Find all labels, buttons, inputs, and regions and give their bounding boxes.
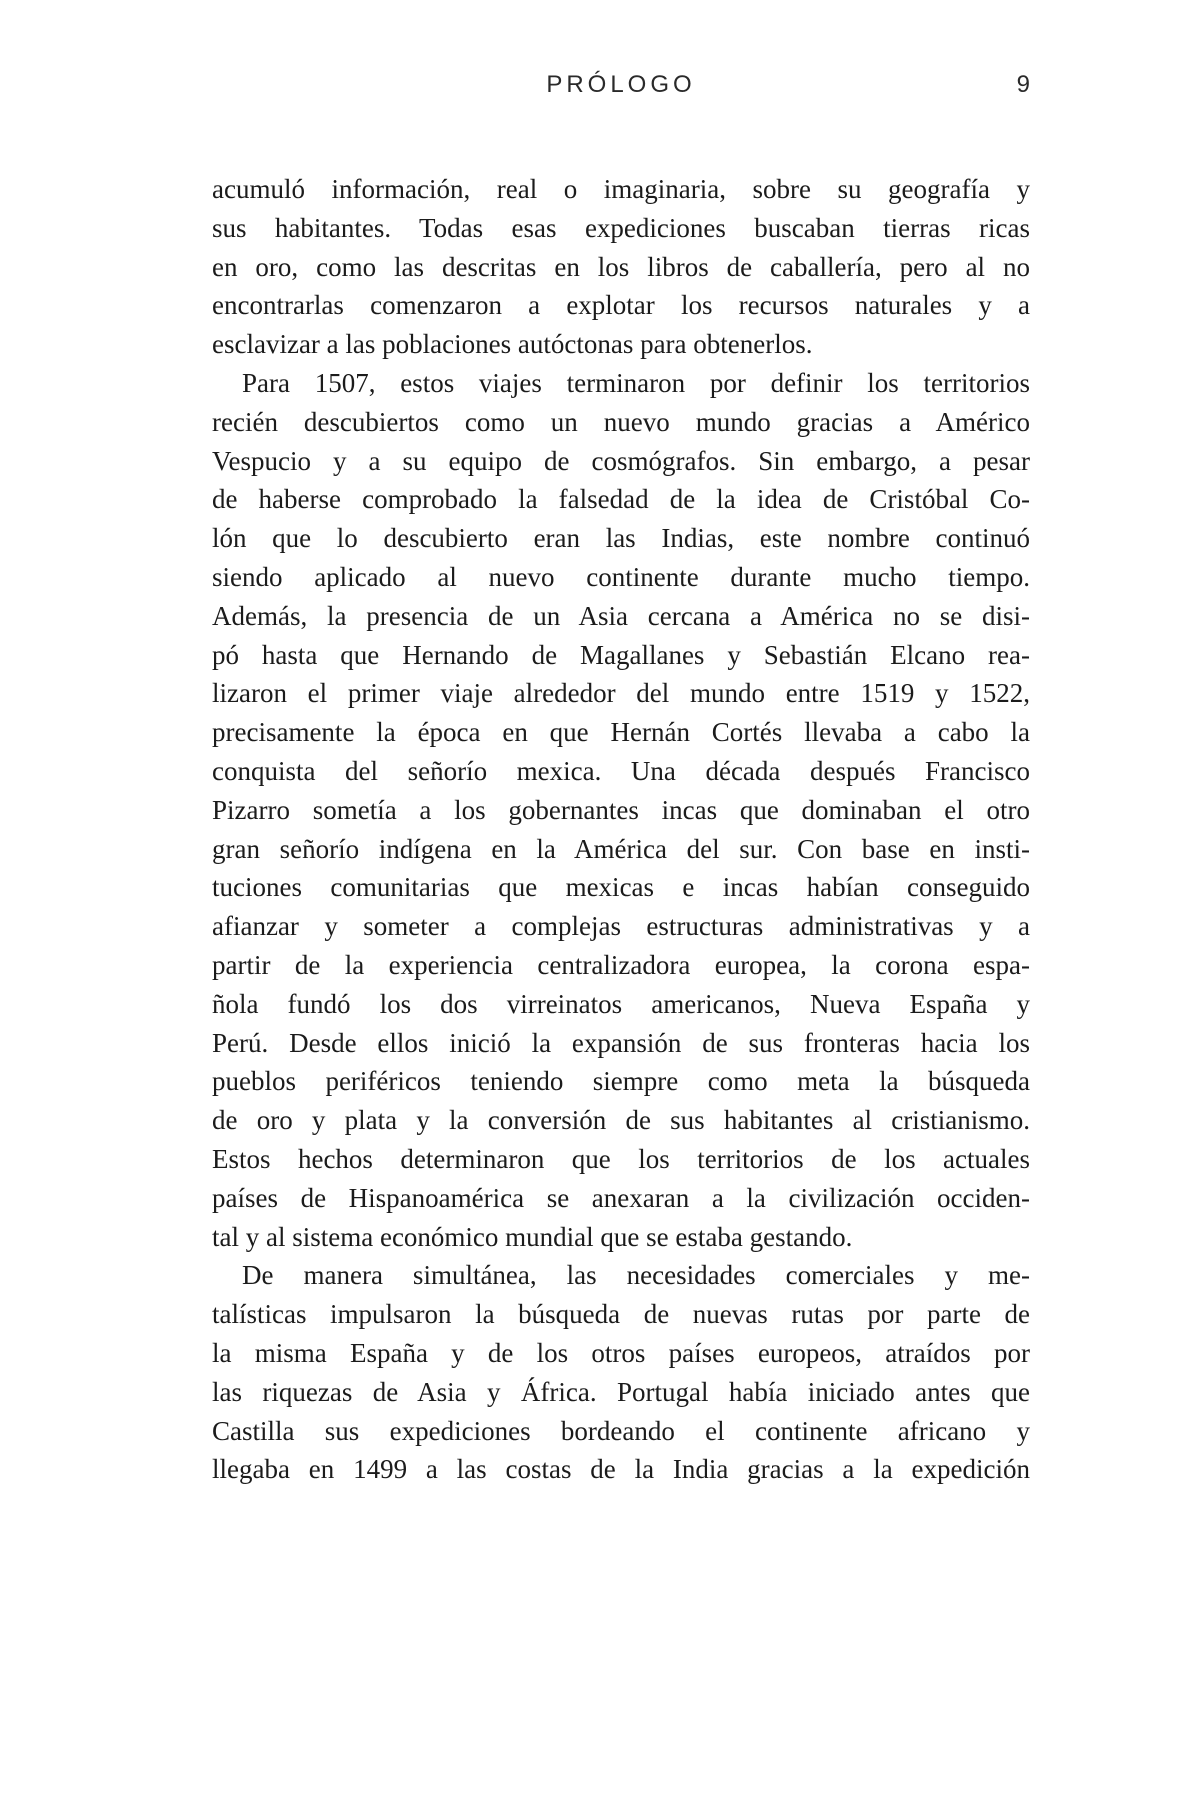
text-line: encontrarlas comenzaron a explotar los recursos naturales y a <box>212 290 1030 321</box>
text-line: recién descubiertos como un nuevo mundo gracias a Américo <box>212 406 1030 437</box>
text-line: Perú. Desde ellos inició la expansión de sus fronteras hacia los <box>212 1027 1030 1058</box>
body-text-block <box>212 170 1030 1489</box>
text-line: lizaron el primer viaje alrededor del mundo entre 1519 y 1522, <box>212 678 1030 709</box>
text-line: de haberse comprobado la falsedad de la idea de Cristóbal Co- <box>212 484 1030 515</box>
paragraph <box>212 170 1030 364</box>
text-line: De manera simultánea, las necesidades comerciales y me- <box>242 1260 1030 1291</box>
paragraph <box>212 364 1030 1256</box>
running-header <box>212 71 1030 101</box>
text-line: partir de la experiencia centralizadora europea, la corona espa- <box>212 949 1030 980</box>
text-line: precisamente la época en que Hernán Cortés llevaba a cabo la <box>212 717 1030 748</box>
text-line: en oro, como las descritas en los libros de caballería, pero al no <box>212 251 1030 282</box>
text-line: tuciones comunitarias que mexicas e incas habían conseguido <box>212 872 1030 903</box>
text-line: las riquezas de Asia y África. Portugal había iniciado antes que <box>212 1376 1030 1407</box>
text-line: de oro y plata y la conversión de sus habitantes al cristianismo. <box>212 1105 1030 1136</box>
text-line: conquista del señorío mexica. Una década después Francisco <box>212 755 1030 786</box>
text-line: gran señorío indígena en la América del sur. Con base en insti- <box>212 833 1030 864</box>
text-line: tal y al sistema económico mundial que se estaba gestando. <box>212 1221 853 1252</box>
text-line: Estos hechos determinaron que los territorios de los actuales <box>212 1143 1030 1174</box>
text-line: sus habitantes. Todas esas expediciones buscaban tierras ricas <box>212 212 1030 243</box>
text-line: Además, la presencia de un Asia cercana a América no se disi- <box>212 600 1030 631</box>
text-line: lón que lo descubierto eran las Indias, este nombre continuó <box>212 523 1030 554</box>
text-line: Para 1507, estos viajes terminaron por definir los territorios <box>242 367 1030 398</box>
text-line: Vespucio y a su equipo de cosmógrafos. Sin embargo, a pesar <box>212 445 1030 476</box>
text-line: pó hasta que Hernando de Magallanes y Sebastián Elcano rea- <box>212 639 1030 670</box>
page-number: 9 <box>1016 71 1030 98</box>
text-line: Pizarro sometía a los gobernantes incas que dominaban el otro <box>212 794 1030 825</box>
text-line: ñola fundó los dos virreinatos americanos, Nueva España y <box>212 988 1030 1019</box>
running-header-title: PRÓLOGO <box>546 71 696 98</box>
text-line: afianzar y someter a complejas estructuras administrativas y a <box>212 911 1030 942</box>
text-line: acumuló información, real o imaginaria, sobre su geografía y <box>212 174 1030 204</box>
text-line: esclavizar a las poblaciones autóctonas para obtenerlos. <box>212 329 813 360</box>
text-line: llegaba en 1499 a las costas de la India gracias a la expedición <box>212 1454 1030 1485</box>
text-line: pueblos periféricos teniendo siempre como meta la búsqueda <box>212 1066 1030 1097</box>
text-line: Castilla sus expediciones bordeando el continente africano y <box>212 1415 1030 1446</box>
paragraph <box>212 1256 1030 1489</box>
text-line: talísticas impulsaron la búsqueda de nuevas rutas por parte de <box>212 1299 1030 1330</box>
text-line: siendo aplicado al nuevo continente durante mucho tiempo. <box>212 561 1030 592</box>
text-line: la misma España y de los otros países europeos, atraídos por <box>212 1337 1030 1368</box>
text-line: países de Hispanoamérica se anexaran a la civilización occiden- <box>212 1182 1030 1213</box>
